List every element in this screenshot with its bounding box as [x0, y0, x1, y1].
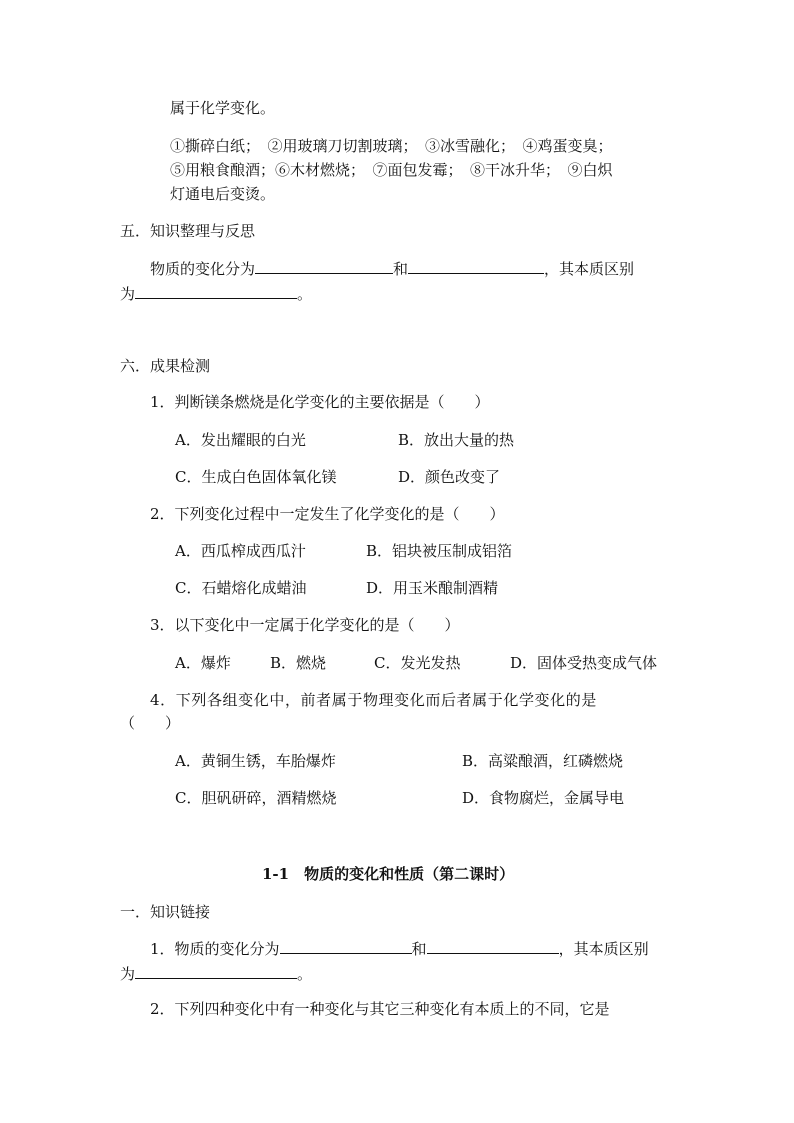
lesson-question-2-stem: 2．下列四种变化中有一种变化与其它三种变化有本质上的不同，它是 [150, 1000, 610, 1018]
question-4-option-c: C．胆矾研碎，酒精燃烧 [175, 789, 337, 807]
question-4-stem-bracket: （ ） [120, 714, 181, 732]
question-4-option-a: A．黄铜生锈，车胎爆炸 [175, 752, 336, 770]
fill-text: 和 [393, 260, 409, 278]
question-3-option-d: D．固体受热变成气体 [510, 654, 658, 672]
question-2-option-a: A．西瓜榨成西瓜汁 [175, 542, 306, 560]
lesson-question-1-line2 [120, 964, 312, 984]
question-3-option-b: B．燃烧 [270, 654, 327, 672]
lesson-question-1-line1 [150, 939, 649, 959]
options-line-2: ⑤用粮食酿酒；⑥木材燃烧； ⑦面包发霉； ⑧干冰升华； ⑨白炽 [170, 161, 613, 179]
options-line-3: 灯通电后变烫。 [170, 185, 276, 203]
options-line-1: ①撕碎白纸； ②用玻璃刀切割玻璃； ③冰雪融化； ④鸡蛋变臭； [170, 137, 613, 155]
fill-blank-4[interactable] [280, 939, 412, 954]
fill-text: 。 [297, 965, 313, 983]
fill-text: 为 [120, 285, 136, 303]
lesson-title: 1-1 物质的变化和性质（第二课时） [262, 865, 515, 883]
question-3-option-c: C．发光发热 [374, 654, 461, 672]
question-4-option-b: B．高粱酿酒，红磷燃烧 [462, 752, 624, 770]
section-5-paragraph-line2 [120, 284, 312, 304]
question-4-option-d: D．食物腐烂，金属导电 [462, 789, 625, 807]
fill-text: 和 [411, 940, 427, 958]
question-2-option-d: D．用玉米酿制酒精 [366, 579, 499, 597]
question-1-option-a: A．发出耀眼的白光 [175, 431, 306, 449]
fill-blank-2[interactable] [408, 259, 544, 274]
question-1-option-c: C．生成白色固体氧化镁 [175, 468, 337, 486]
fill-text: ，其本质区别 [558, 940, 649, 958]
section-6-heading: 六．成果检测 [120, 357, 211, 375]
fill-blank-6[interactable] [135, 964, 297, 979]
section-5-paragraph-line1 [150, 259, 634, 279]
fill-text: ，其本质区别 [544, 260, 635, 278]
question-2-option-b: B．铝块被压制成铝箔 [366, 542, 513, 560]
question-2-option-c: C．石蜡熔化成蜡油 [175, 579, 307, 597]
question-1-option-b: B．放出大量的热 [398, 431, 515, 449]
fill-text: 。 [297, 285, 313, 303]
fill-text: 物质的变化分为 [150, 260, 256, 278]
question-3-option-a: A．爆炸 [175, 654, 231, 672]
lesson-section-heading: 一．知识链接 [120, 903, 211, 921]
fill-blank-3[interactable] [135, 284, 297, 299]
fill-text: 1．物质的变化分为 [150, 940, 280, 958]
question-3-stem: 3．以下变化中一定属于化学变化的是（ ） [150, 616, 460, 634]
question-1-option-d: D．颜色改变了 [398, 468, 501, 486]
question-4-stem: 4．下列各组变化中，前者属于物理变化而后者属于化学变化的是 [150, 691, 597, 709]
question-1-stem: 1．判断镁条燃烧是化学变化的主要依据是（ ） [150, 393, 490, 411]
section-5-heading: 五．知识整理与反思 [120, 222, 256, 240]
fill-blank-5[interactable] [427, 939, 559, 954]
fill-blank-1[interactable] [255, 259, 393, 274]
fill-text: 为 [120, 965, 136, 983]
continued-text-line: 属于化学变化。 [170, 99, 276, 117]
question-2-stem: 2．下列变化过程中一定发生了化学变化的是（ ） [150, 505, 505, 523]
